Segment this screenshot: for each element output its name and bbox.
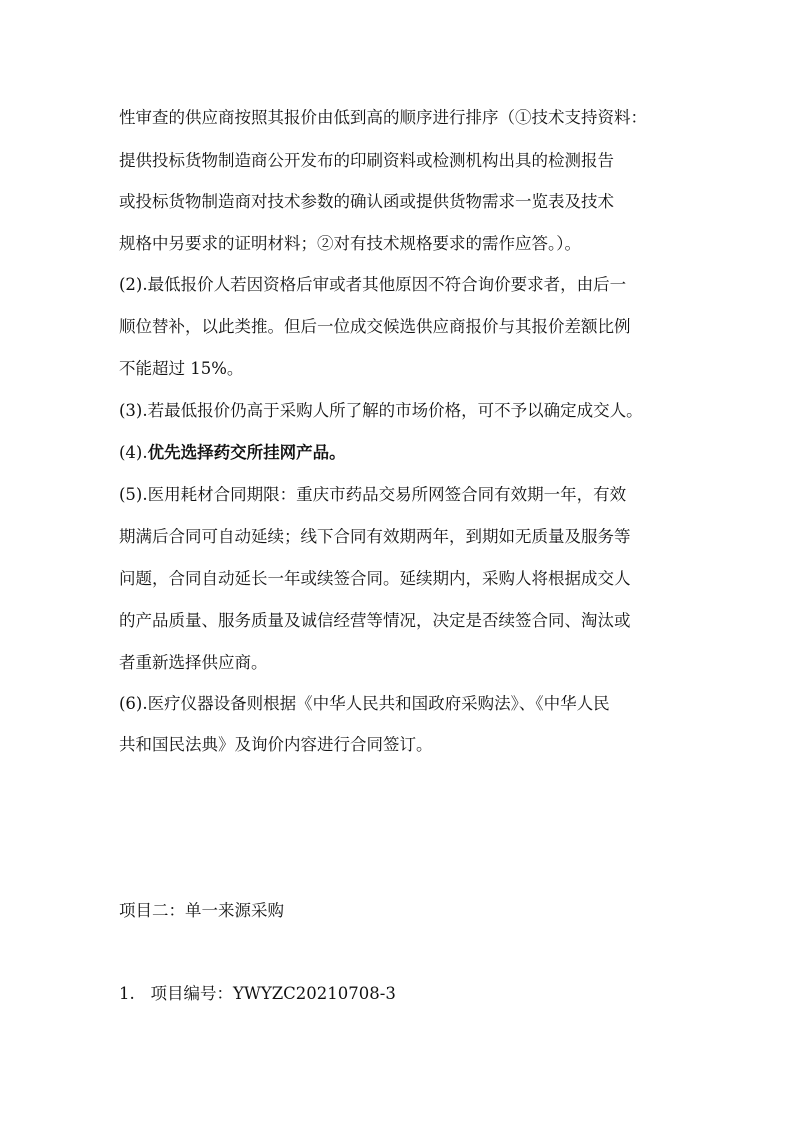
project-two-heading: 项目二：单一来源采购 — [119, 901, 284, 920]
paragraph-line: 规格中另要求的证明材料；②对有技术规格要求的需作应答。）。 — [119, 234, 581, 253]
item-4-bold-text: 优先选择药交所挂网产品。 — [147, 443, 346, 462]
item-5-line: 期满后合同可自动延续；线下合同有效期两年，到期如无质量及服务等 — [119, 527, 631, 546]
paragraph-line: 性审查的供应商按照其报价由低到高的顺序进行排序（①技术支持资料： — [119, 108, 647, 127]
item-5-line: 的产品质量、服务质量及诚信经营等情况，决定是否续签合同、淘汰或 — [119, 611, 631, 630]
item-2-line: 不能超过 15%。 — [119, 359, 244, 378]
paragraph-line: 或投标货物制造商对技术参数的确认函或提供货物需求一览表及技术 — [119, 192, 614, 211]
item-6-line: 共和国民法典》及询价内容进行合同签订。 — [119, 735, 433, 754]
item-3-line: (3).若最低报价仍高于采购人所了解的市场价格，可不予以确定成交人。 — [119, 401, 643, 420]
item-6-line: (6).医疗仪器设备则根据《中华人民共和国政府采购法》、《中华人民 — [119, 694, 610, 713]
item-5-line: (5).医用耗材合同期限：重庆市药品交易所网签合同有效期一年，有效 — [119, 485, 627, 504]
item-4-line — [119, 441, 719, 465]
item-5-line: 者重新选择供应商。 — [119, 653, 268, 672]
item-2-line: (2).最低报价人若因资格后审或者其他原因不符合询价要求者，由后一 — [119, 275, 627, 294]
project-number-line: 1. 项目编号：YWYZC20210708-3 — [119, 984, 396, 1003]
paragraph-line: 提供投标货物制造商公开发布的印刷资料或检测机构出具的检测报告 — [119, 151, 614, 170]
item-5-line: 问题，合同自动延长一年或续签合同。延续期内，采购人将根据成交人 — [119, 569, 631, 588]
item-2-line: 顺位替补，以此类推。但后一位成交候选供应商报价与其报价差额比例 — [119, 317, 631, 336]
item-4-prefix: (4). — [119, 443, 148, 462]
